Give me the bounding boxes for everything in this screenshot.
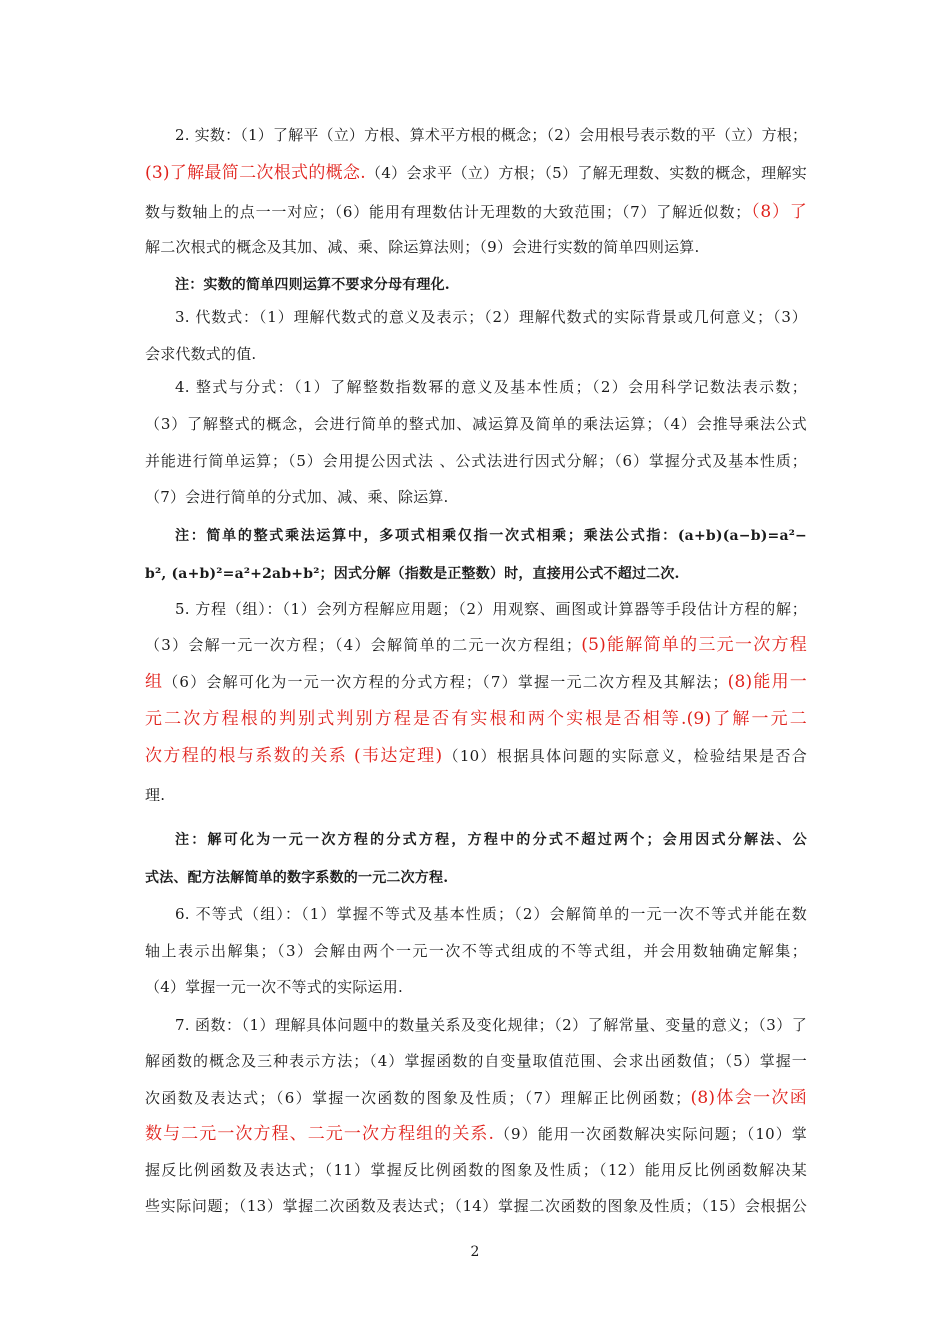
highlighted-text: 元二次方程根的判别式判别方程是否有实根和两个实根是否相等.(9)了解一元二 [145,709,807,729]
text-line [145,520,807,550]
body-text: （7）会进行简单的分式加、减、乘、除运算. [145,488,449,506]
body-text: 7. 函数：（1）理解具体问题中的数量关系及变化规律；（2）了解常量、变量的意义；（3）了 [175,1016,807,1034]
text-line [145,158,807,188]
body-text: 会求代数式的值. [145,345,257,363]
body-text: 5. 方程（组）：（1）会列方程解应用题；（2）用观察、画图或计算器等手段估计方程的解； [175,600,807,618]
body-text: 些实际问题；（13）掌握二次函数及表达式；（14）掌握二次函数的图象及性质；（15）会根据公 [145,1197,807,1215]
text-line [145,1119,807,1149]
body-text: 次函数及表达式；（6）掌握一次函数的图象及性质；（7）理解正比例函数； [145,1089,691,1107]
highlighted-text: 数与二元一次方程、二元一次方程组的关系. [145,1124,495,1144]
body-text: （4）掌握一元一次不等式的实际运用. [145,978,403,996]
text-line [145,824,807,854]
text-line [145,446,807,476]
note-text: 式法、配方法解简单的数字系数的一元二次方程. [145,870,449,886]
highlighted-text: (5)能解简单的三元一次方程 [581,635,807,655]
text-line [145,1010,807,1040]
body-text: （10）根据具体问题的实际意义，检验结果是否合 [442,747,807,765]
body-text: （4）会求平（立）方根；（5）了解无理数、实数的概念，理解实 [365,164,807,182]
text-line [145,339,807,369]
note-text: b², (a+b)²=a²+2ab+b²；因式分解（指数是正整数）时，直接用公式不超过二次. [145,566,680,582]
text-line [145,594,807,624]
highlighted-text: (8)能用一 [727,672,807,692]
text-line [145,482,807,512]
note-text: 注：简单的整式乘法运算中，多项式相乘仅指一次式相乘；乘法公式指：(a+b)(a−b)=a²− [175,528,807,544]
text-line [145,1155,807,1185]
body-text: 2. 实数：（1）了解平（立）方根、算术平方根的概念；（2）会用根号表示数的平（立）方根； [175,126,808,144]
body-text: （6）会解可化为一元一次方程的分式方程；（7）掌握一元二次方程及其解法； [163,673,728,691]
body-text: 握反比例函数及表达式；（11）掌握反比例函数的图象及性质；（12）能用反比例函数解决某 [145,1161,807,1179]
text-line [145,372,807,402]
text-line [145,667,807,697]
text-line [145,862,807,892]
body-text: （9）能用一次函数解决实际问题；（10）掌 [494,1125,807,1143]
page-number: 2 [470,1244,480,1260]
highlighted-text: （8）了 [750,202,807,222]
body-text: 解函数的概念及三种表示方法；（4）掌握函数的自变量取值范围、会求出函数值；（5）掌握一 [145,1052,807,1070]
body-text: 4. 整式与分式：（1）了解整数指数幂的意义及基本性质；（2）会用科学记数法表示数； [175,378,807,396]
text-line [145,120,807,150]
highlighted-text: 次方程的根与系数的关系 (韦达定理) [145,746,443,766]
text-line [145,780,807,810]
text-line [145,1083,807,1113]
body-text: （3）会解一元一次方程；（4）会解简单的二元一次方程组； [145,636,582,654]
highlighted-text: (3)了解最简二次根式的概念. [145,163,366,183]
body-text: 6. 不等式（组）：（1）掌握不等式及基本性质；（2）会解简单的一元一次不等式并能在数 [175,905,807,923]
body-text: 数与数轴上的点一一对应；（6）能用有理数估计无理数的大致范围；（7）了解近似数； [145,203,751,221]
text-line [145,630,807,660]
body-text: 解二次根式的概念及其加、减、乘、除运算法则；（9）会进行实数的简单四则运算. [145,238,700,256]
text-line [145,936,807,966]
text-line [145,972,807,1002]
highlighted-text: 组 [145,672,164,692]
body-text: 3. 代数式：（1）理解代数式的意义及表示；（2）理解代数式的实际背景或几何意义；（3） [175,308,807,326]
body-text: （3）了解整式的概念，会进行简单的整式加、减运算及简单的乘法运算；（4）会推导乘法公式 [145,415,807,433]
body-text: 并能进行简单运算；（5）会用提公因式法 、公式法进行因式分解；（6）掌握分式及基本性质； [145,452,807,470]
text-line [145,1191,807,1221]
text-line [145,558,807,588]
highlighted-text: (8)体会一次函 [690,1088,807,1108]
body-text: 轴上表示出解集；（3）会解由两个一元一次不等式组成的不等式组，并会用数轴确定解集； [145,942,807,960]
text-line [145,704,807,734]
text-line [145,232,807,262]
text-line [145,269,807,299]
text-line [145,197,807,227]
note-text: 注：解可化为一元一次方程的分式方程，方程中的分式不超过两个；会用因式分解法、公 [175,832,807,848]
text-line [145,899,807,929]
text-line [145,409,807,439]
body-text: 理. [145,786,166,804]
text-line [145,1046,807,1076]
text-line [145,741,807,771]
note-text: 注：实数的简单四则运算不要求分母有理化. [175,277,450,293]
text-line [145,302,807,332]
